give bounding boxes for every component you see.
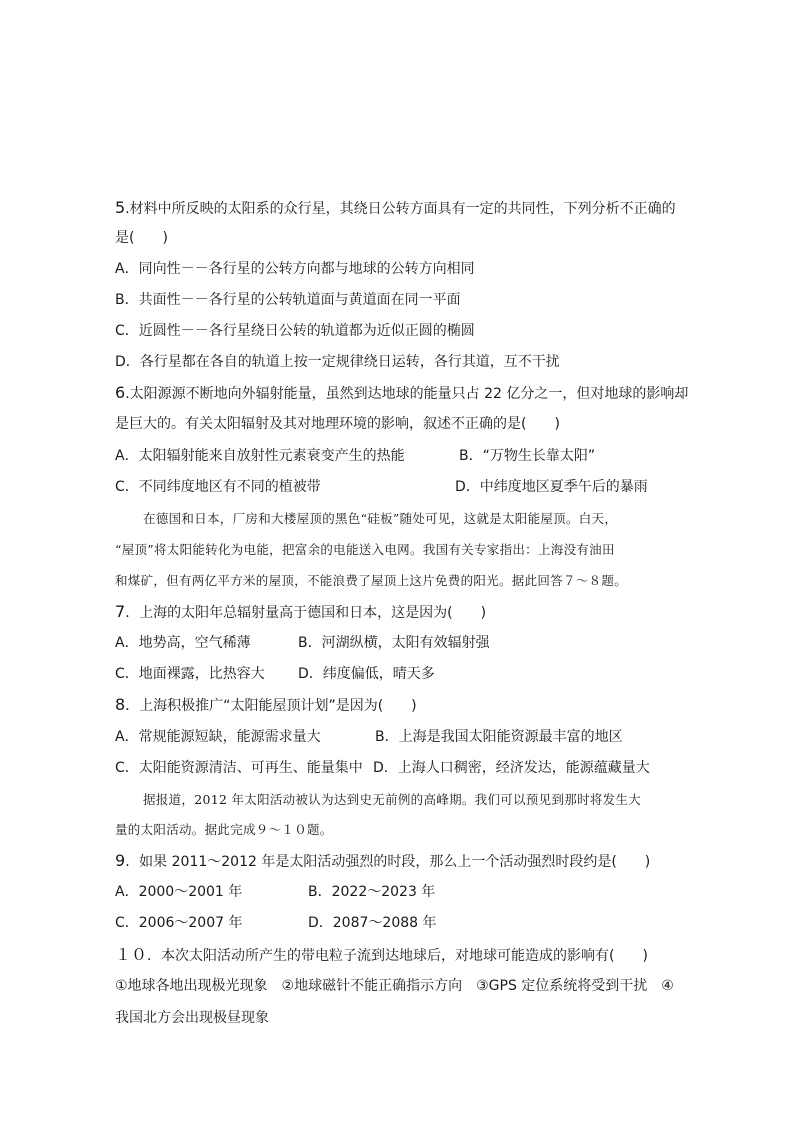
q10-stem-text: ．本次太阳活动所产生的带电粒子流到达地球后，对地球可能造成的影响有( )	[147, 948, 648, 964]
q5-stem-text1: .材料中所反映的太阳系的众行星，其绕日公转方面具有一定的共同性，下列分析不正确的	[125, 201, 676, 217]
q6-option-c: C．不同纬度地区有不同的植被带	[115, 479, 321, 495]
q6-option-d: D．中纬度地区夏季午后的暴雨	[455, 479, 648, 495]
q8-options-row1	[115, 727, 685, 747]
material1-line1: 在德国和日本，厂房和大楼屋顶的黑色“硅板”随处可见，这就是太阳能屋顶。白天，	[143, 511, 618, 526]
q6-stem-text1: .太阳源源不断地向外辐射能量，虽然到达地球的能量只占 22 亿分之一，但对地球的影响却	[125, 386, 689, 402]
q9-options-row2	[115, 913, 685, 933]
q7-option-a: A．地势高，空气稀薄	[115, 635, 251, 651]
q8-number: 8	[115, 695, 126, 714]
q9-stem-text: ．如果 2011～2012 年是太阳活动强烈的时段，那么上一个活动强烈时段约是( )	[125, 854, 651, 870]
q7-option-b: B．河湖纵横，太阳有效辐射强	[298, 635, 490, 651]
q7-number: 7	[115, 602, 126, 621]
q6-number: 6	[115, 383, 126, 402]
q8-stem	[115, 695, 685, 716]
q7-option-d: D．纬度偏低，晴天多	[298, 666, 435, 682]
q7-stem	[115, 602, 685, 623]
q9-option-c: C．2006～2007 年	[115, 915, 243, 931]
q8-options-row2	[115, 758, 685, 778]
q9-option-d: D．2087～2088 年	[308, 915, 437, 931]
q5-option-c: C．近圆性－－各行星绕日公转的轨道都为近似正圆的椭圆	[115, 323, 475, 339]
q10-statements-line2: 我国北方会出现极昼现象	[115, 1010, 269, 1026]
q6-stem-line2: 是巨大的。有关太阳辐射及其对地理环境的影响，叙述不正确的是( )	[115, 416, 560, 432]
q8-option-c: C．太阳能资源清洁、可再生、能量集中	[115, 760, 363, 776]
material2-line1: 据报道，2012 年太阳活动被认为达到史无前例的高峰期。我们可以预见到那时将发生大	[143, 792, 642, 807]
q8-option-b: B．上海是我国太阳能资源最丰富的地区	[375, 729, 623, 745]
q5-number: 5	[115, 198, 126, 217]
q7-options-row1	[115, 633, 685, 653]
q5-option-a: A．同向性－－各行星的公转方向都与地球的公转方向相同	[115, 261, 475, 277]
q9-number: 9	[115, 851, 126, 870]
q7-stem-text: ．上海的太阳年总辐射量高于德国和日本，这是因为( )	[125, 605, 487, 621]
material1-line2: “屋顶”将太阳能转化为电能，把富余的电能送入电网。我国有关专家指出：上海没有油田	[115, 542, 615, 557]
q6-options-row1	[115, 446, 685, 466]
material2-line2: 量的太阳活动。据此完成９～１０题。	[115, 822, 333, 837]
q6-options-row2	[115, 477, 685, 497]
q9-option-b: B．2022～2023 年	[308, 884, 436, 900]
q10-number: １０	[115, 945, 148, 964]
material1-line3: 和煤矿，但有两亿平方米的屋顶，不能浪费了屋顶上这片免费的阳光。据此回答７～８题。	[115, 573, 628, 588]
q10-statements-line1: ①地球各地出现极光现象 ②地球磁针不能正确指示方向 ③GPS 定位系统将受到干扰 ④	[115, 978, 674, 994]
q9-options-row1	[115, 882, 685, 902]
q7-options-row2	[115, 664, 685, 684]
q7-option-c: C．地面裸露，比热容大	[115, 666, 265, 682]
q8-stem-text: ．上海积极推广“太阳能屋顶计划”是因为( )	[125, 698, 417, 714]
q5-option-d: D．各行星都在各自的轨道上按一定规律绕日运转，各行其道，互不干扰	[115, 354, 560, 370]
q8-option-d: D．上海人口稠密，经济发达，能源蕴藏量大	[373, 760, 650, 776]
q10-stem	[115, 945, 685, 966]
q5-stem-line2: 是( )	[115, 230, 168, 246]
q6-option-b: B．“万物生长靠太阳”	[459, 448, 596, 464]
q6-stem-line1	[115, 383, 689, 404]
q5-stem-line1	[115, 198, 685, 219]
q9-stem	[115, 851, 685, 872]
q5-option-b: B．共面性－－各行星的公转轨道面与黄道面在同一平面	[115, 292, 461, 308]
q6-option-a: A．太阳辐射能来自放射性元素衰变产生的热能	[115, 448, 405, 464]
q9-option-a: A．2000～2001 年	[115, 884, 243, 900]
q8-option-a: A．常规能源短缺，能源需求量大	[115, 729, 321, 745]
